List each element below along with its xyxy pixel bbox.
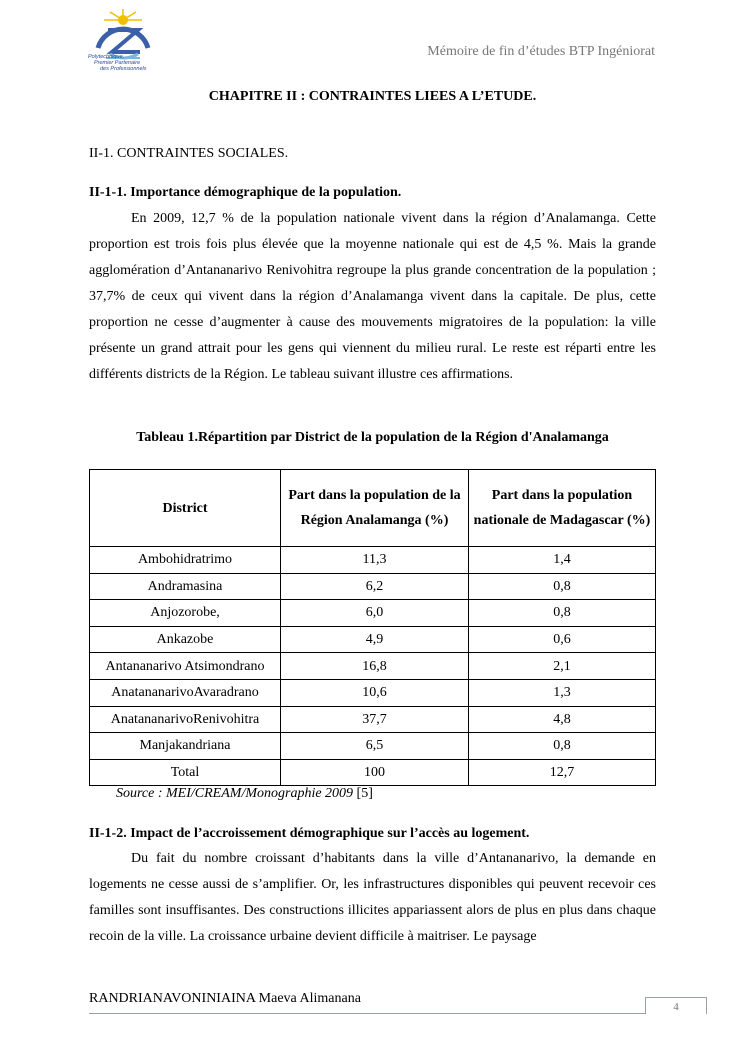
table-cell: 0,8 <box>469 733 656 760</box>
table-row <box>90 573 656 600</box>
table-cell: AnatananarivoRenivohitra <box>90 706 281 733</box>
table-header-cell: Part dans la population de la Région Analamanga (%) <box>281 470 469 547</box>
table-source-reference: [5] <box>353 786 373 801</box>
footer-author: RANDRIANAVONINIAINA Maeva Alimanana <box>89 991 361 1006</box>
table-cell: 12,7 <box>469 759 656 786</box>
logo-caption-line: Premier Partenaire <box>94 60 141 66</box>
table-cell: 1,4 <box>469 547 656 574</box>
table-cell: Ankazobe <box>90 626 281 653</box>
subsection-title: II-1-2. Impact de l’accroissement démographique sur l’accès au logement. <box>89 826 530 841</box>
table-header-cell: District <box>90 470 281 547</box>
table-cell: 4,8 <box>469 706 656 733</box>
table-cell: 0,8 <box>469 573 656 600</box>
table-cell: 16,8 <box>281 653 469 680</box>
table-cell: 100 <box>281 759 469 786</box>
table-cell: 2,1 <box>469 653 656 680</box>
table-row <box>90 547 656 574</box>
table-cell: AnatananarivoAvaradrano <box>90 679 281 706</box>
table-cell: Ambohidratrimo <box>90 547 281 574</box>
table-cell: Andramasina <box>90 573 281 600</box>
subsection-title: II-1-1. Importance démographique de la population. <box>89 185 402 200</box>
table-row <box>90 706 656 733</box>
school-logo <box>80 8 166 82</box>
table-cell: 37,7 <box>281 706 469 733</box>
table-cell: 6,2 <box>281 573 469 600</box>
section-title: II-1. CONTRAINTES SOCIALES. <box>89 146 289 161</box>
table-cell: 10,6 <box>281 679 469 706</box>
chapter-title: CHAPITRE II : CONTRAINTES LIEES A L’ETUDE. <box>208 89 537 104</box>
table-cell: 0,8 <box>469 600 656 627</box>
table-cell: 1,3 <box>469 679 656 706</box>
page-number: 4 <box>645 997 707 1014</box>
table-header-row <box>90 470 656 547</box>
table-cell: Manjakandriana <box>90 733 281 760</box>
running-header-title: Mémoire de fin d’études BTP Ingéniorat <box>427 44 655 59</box>
table-cell: Antananarivo Atsimondrano <box>90 653 281 680</box>
table-cell: 6,0 <box>281 600 469 627</box>
footer-divider <box>89 1013 705 1014</box>
body-paragraph: En 2009, 12,7 % de la population nationale vivent dans la région d’Analamanga. Cette proportion est trois fois plus élevée que la moyenne nationale qui est de 4,5 %. Mais la grande agglomération d’Antananarivo Renivohitra regroupe la plus grande concentration de la population ; 37,7% de ceux qui vivent dans la région d’Analamanga vivent dans la capitale. De plus, cette proportion ne cesse d’augmenter à cause des mouvements migratoires de la population: la ville présente un grand attrait pour les gens qui viennent du milieu rural. Le reste est réparti entre les différents districts de la Région. Le tableau suivant illustre ces affirmations. <box>89 211 656 382</box>
table-caption: Tableau 1.Répartition par District de la population de la Région d'Analamanga <box>136 430 609 445</box>
population-table <box>89 469 656 786</box>
table-row <box>90 679 656 706</box>
table-cell: Total <box>90 759 281 786</box>
table-row <box>90 733 656 760</box>
table-row <box>90 653 656 680</box>
body-paragraph: Du fait du nombre croissant d’habitants dans la ville d’Antananarivo, la demande en logements ne cesse aussi de s’amplifier. Or, les infrastructures disponibles qui peuvent recevoir ces familles sont insuffisantes. Des constructions illicites appariassent alors de plus en plus dans chaque recoin de la ville. La croissance urbaine devient difficile à maitriser. Le paysage <box>89 851 656 944</box>
table-source-label: Source : MEI/CREAM/Monographie 2009 <box>116 786 354 801</box>
table-row <box>90 600 656 627</box>
table-cell: 11,3 <box>281 547 469 574</box>
table-row <box>90 626 656 653</box>
logo-caption-line: Polytechnique, <box>88 54 125 60</box>
table-source <box>116 786 373 802</box>
table-total-row <box>90 759 656 786</box>
table-cell: 4,9 <box>281 626 469 653</box>
table-cell: 0,6 <box>469 626 656 653</box>
table-cell: 6,5 <box>281 733 469 760</box>
table-cell: Anjozorobe, <box>90 600 281 627</box>
table-header-cell: Part dans la population nationale de Madagascar (%) <box>469 470 656 547</box>
logo-caption-line: des Professionnels <box>100 66 147 72</box>
